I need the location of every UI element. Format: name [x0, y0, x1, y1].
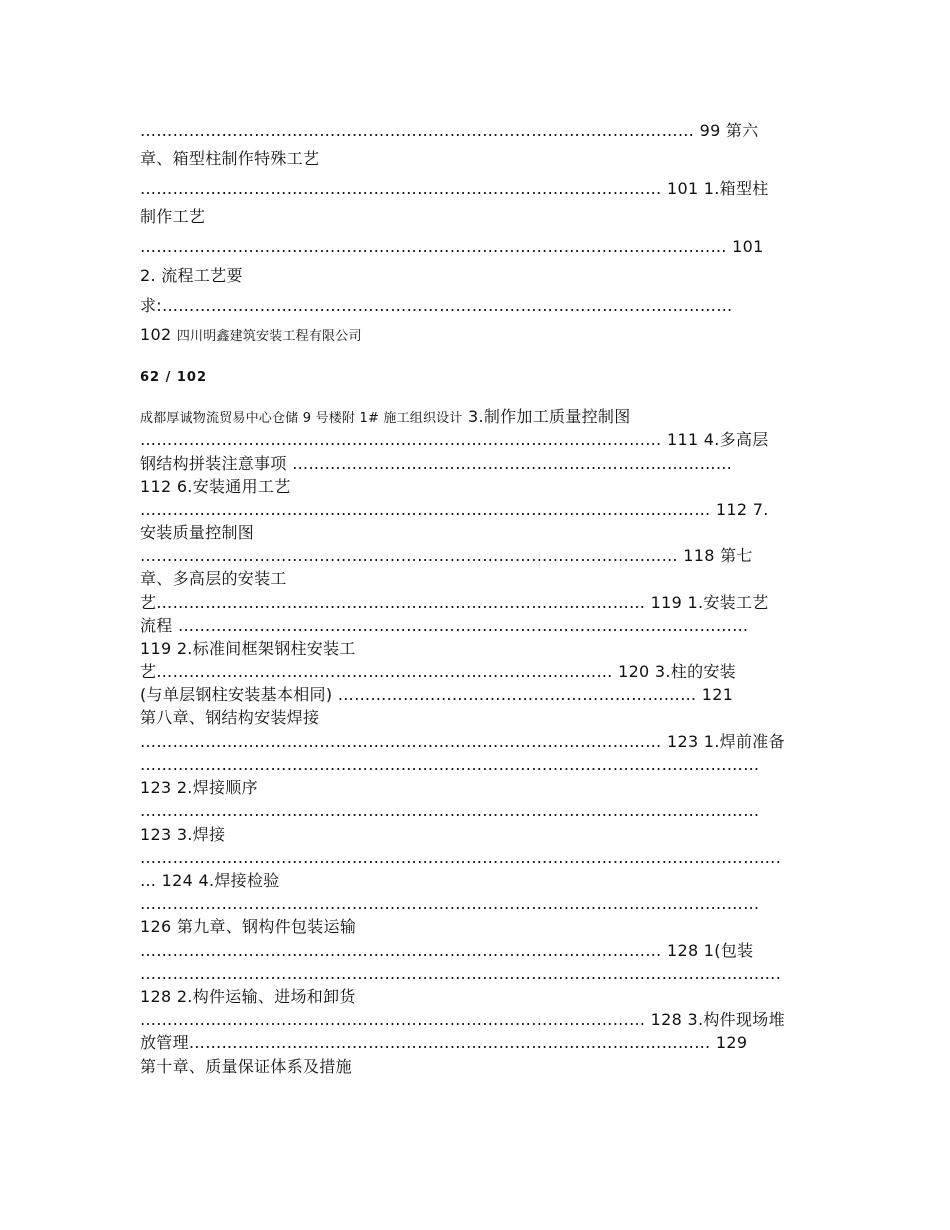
toc-line-with-company: [140, 325, 362, 347]
toc-line: 钢结构拼装注意事项 ………………………………………………………………………: [140, 454, 733, 473]
toc-line: 第八章、钢结构安装焊接: [140, 708, 320, 727]
toc-line: 123 3.焊接: [140, 825, 226, 844]
toc-line: …………………………………………………………………………………… 128 1(包装: [140, 941, 754, 960]
toc-line: 123 2.焊接顺序: [140, 778, 258, 797]
toc-line: 第十章、质量保证体系及措施: [140, 1057, 352, 1076]
toc-line: ……………………………………………………………………………………………………: [140, 801, 760, 820]
toc-line: … 124 4.焊接检验: [140, 871, 280, 890]
header-line: [140, 407, 631, 429]
toc-line: ……………………………………………………………………………………………… 101: [140, 237, 764, 256]
toc-line: ……………………………………………………………………………………… 118 第七: [140, 546, 753, 565]
toc-line: 流程 ……………………………………………………………………………………………: [140, 616, 749, 635]
toc-line: 安装质量控制图: [140, 523, 255, 542]
toc-line: 128 2.构件运输、进场和卸货: [140, 987, 356, 1006]
toc-line: 章、箱型柱制作特殊工艺: [140, 149, 320, 168]
toc-line: 求:……………………………………………………………………………………………: [140, 296, 733, 315]
toc-line: 112 6.安装通用工艺: [140, 477, 291, 496]
company-name: 四川明鑫建筑安装工程有限公司: [176, 329, 362, 344]
toc-line: ……………………………………………………………………………………………………….: [140, 964, 782, 983]
toc-line: ………………………………………………………………………………………… 99 第六: [140, 121, 759, 140]
toc-line: …………………………………………………………………………………… 123 1.焊前准备: [140, 732, 785, 751]
toc-line: ……………………………………………………………………………………………………….: [140, 848, 782, 867]
toc-line: 放管理…………………………………………………………………………………… 129: [140, 1033, 748, 1052]
toc-line: 章、多高层的安装工: [140, 569, 287, 588]
toc-line: 119 2.标准间框架钢柱安装工: [140, 639, 356, 658]
toc-line: …………………………………………………………………………………… 111 4.多高层: [140, 430, 769, 449]
toc-line: (与单层钢柱安装基本相同) ………………………………………………………… 121: [140, 685, 734, 704]
toc-line: 艺………………………………………………………………………… 120 3.柱的安装: [140, 662, 736, 681]
toc-line: 制作工艺: [140, 207, 206, 226]
toc-line: 2. 流程工艺要: [140, 266, 243, 285]
toc-page-number: 102: [140, 325, 172, 344]
toc-line: ………………………………………………………………………………… 128 3.构件现场堆: [140, 1010, 785, 1029]
toc-line: ……………………………………………………………………………………………………: [140, 755, 760, 774]
toc-line: 126 第九章、钢构件包装运输: [140, 917, 357, 936]
toc-line: 艺……………………………………………………………………………… 119 1.安装工艺: [140, 593, 769, 612]
page-counter: 62 / 102: [140, 370, 208, 385]
toc-line: …………………………………………………………………………………… 101 1.箱型柱: [140, 179, 769, 198]
toc-line: ……………………………………………………………………………………………………: [140, 894, 760, 913]
toc-line: …………………………………………………………………………………………… 112 7.: [140, 500, 769, 519]
toc-entry: 3.制作加工质量控制图: [467, 407, 631, 426]
document-header: 成都厚诚物流贸易中心仓储 9 号楼附 1# 施工组织设计: [140, 411, 463, 426]
